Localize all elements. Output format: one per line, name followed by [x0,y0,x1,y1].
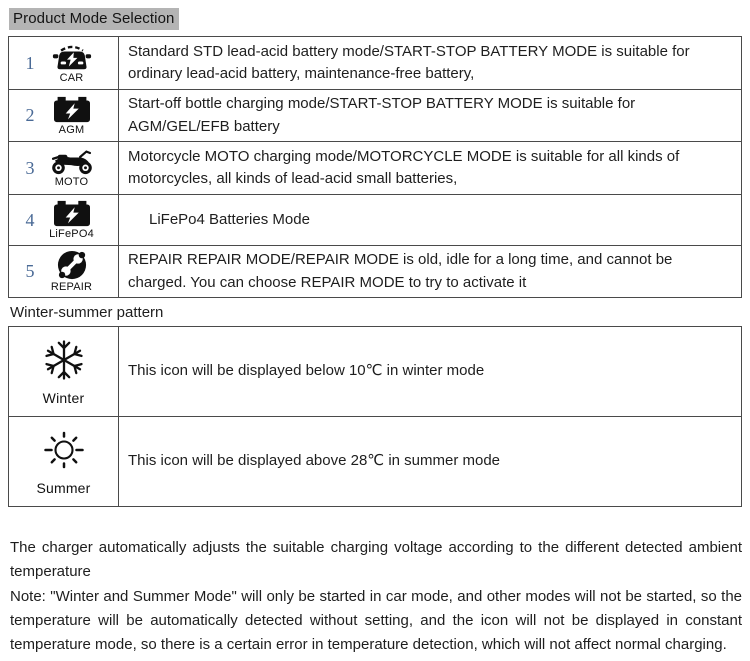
mode-icon-label: REPAIR [50,281,93,293]
repair-wrench-icon [57,250,87,280]
snowflake-icon [42,338,86,387]
table-row [9,37,742,90]
season-description: This icon will be displayed above 28℃ in summer mode [119,417,742,507]
table-row [9,246,742,298]
season-description: This icon will be displayed below 10℃ in winter mode [119,327,742,417]
table-row [9,417,742,507]
table-row [9,195,742,246]
mode-description: Standard STD lead-acid battery mode/START-STOP BATTERY MODE is suitable for ordinary lead-acid battery, maintenance-free battery, [119,37,742,90]
row-number: 1 [25,52,35,73]
footer-paragraph-auto-adjust: The charger automatically adjusts the suitable charging voltage according to the different detected ambient temperature [10,539,742,581]
car-icon [52,42,92,71]
motorcycle-icon [50,148,94,175]
footer-paragraph-note: Note: "Winter and Summer Mode" will only be started in car mode, and other modes will not be started, so the temperature will be automatically detected without setting, and the icon will not be displayed in constant temperature mode, so there is a certain error in temperature detection, which will not affect normal charging. [10,587,742,654]
season-icon-label: Winter [42,389,85,406]
mode-description: LiFePo4 Batteries Mode [119,195,742,246]
lifepo4-battery-icon [54,200,90,227]
mode-icon-label: MOTO [54,176,89,188]
row-number: 4 [25,209,35,230]
sun-icon [41,428,87,477]
page-title: Product Mode Selection [9,8,179,30]
mode-description: REPAIR REPAIR MODE/REPAIR MODE is old, idle for a long time, and cannot be charged. You can choose REPAIR MODE to try to activate it [119,246,742,298]
footer-text-block [10,536,742,657]
season-section-heading: Winter-summer pattern [10,304,164,321]
row-number: 5 [25,261,35,281]
table-row [9,142,742,195]
winter-summer-table [8,326,742,507]
mode-description: Start-off bottle charging mode/START-STOP BATTERY MODE is suitable for AGM/GEL/EFB battery [119,90,742,142]
agm-battery-icon [54,96,90,123]
mode-description: Motorcycle MOTO charging mode/MOTORCYCLE MODE is suitable for all kinds of motorcycles, all kinds of lead-acid small batteries, [119,142,742,195]
product-mode-table [8,36,742,298]
table-row [9,327,742,417]
mode-icon-label: AGM [58,123,85,136]
mode-icon-label: LiFePO4 [49,228,94,240]
season-icon-label: Summer [36,479,91,496]
mode-icon-label: CAR [59,72,84,84]
row-number: 3 [25,157,35,178]
table-row [9,90,742,142]
row-number: 2 [25,105,35,125]
